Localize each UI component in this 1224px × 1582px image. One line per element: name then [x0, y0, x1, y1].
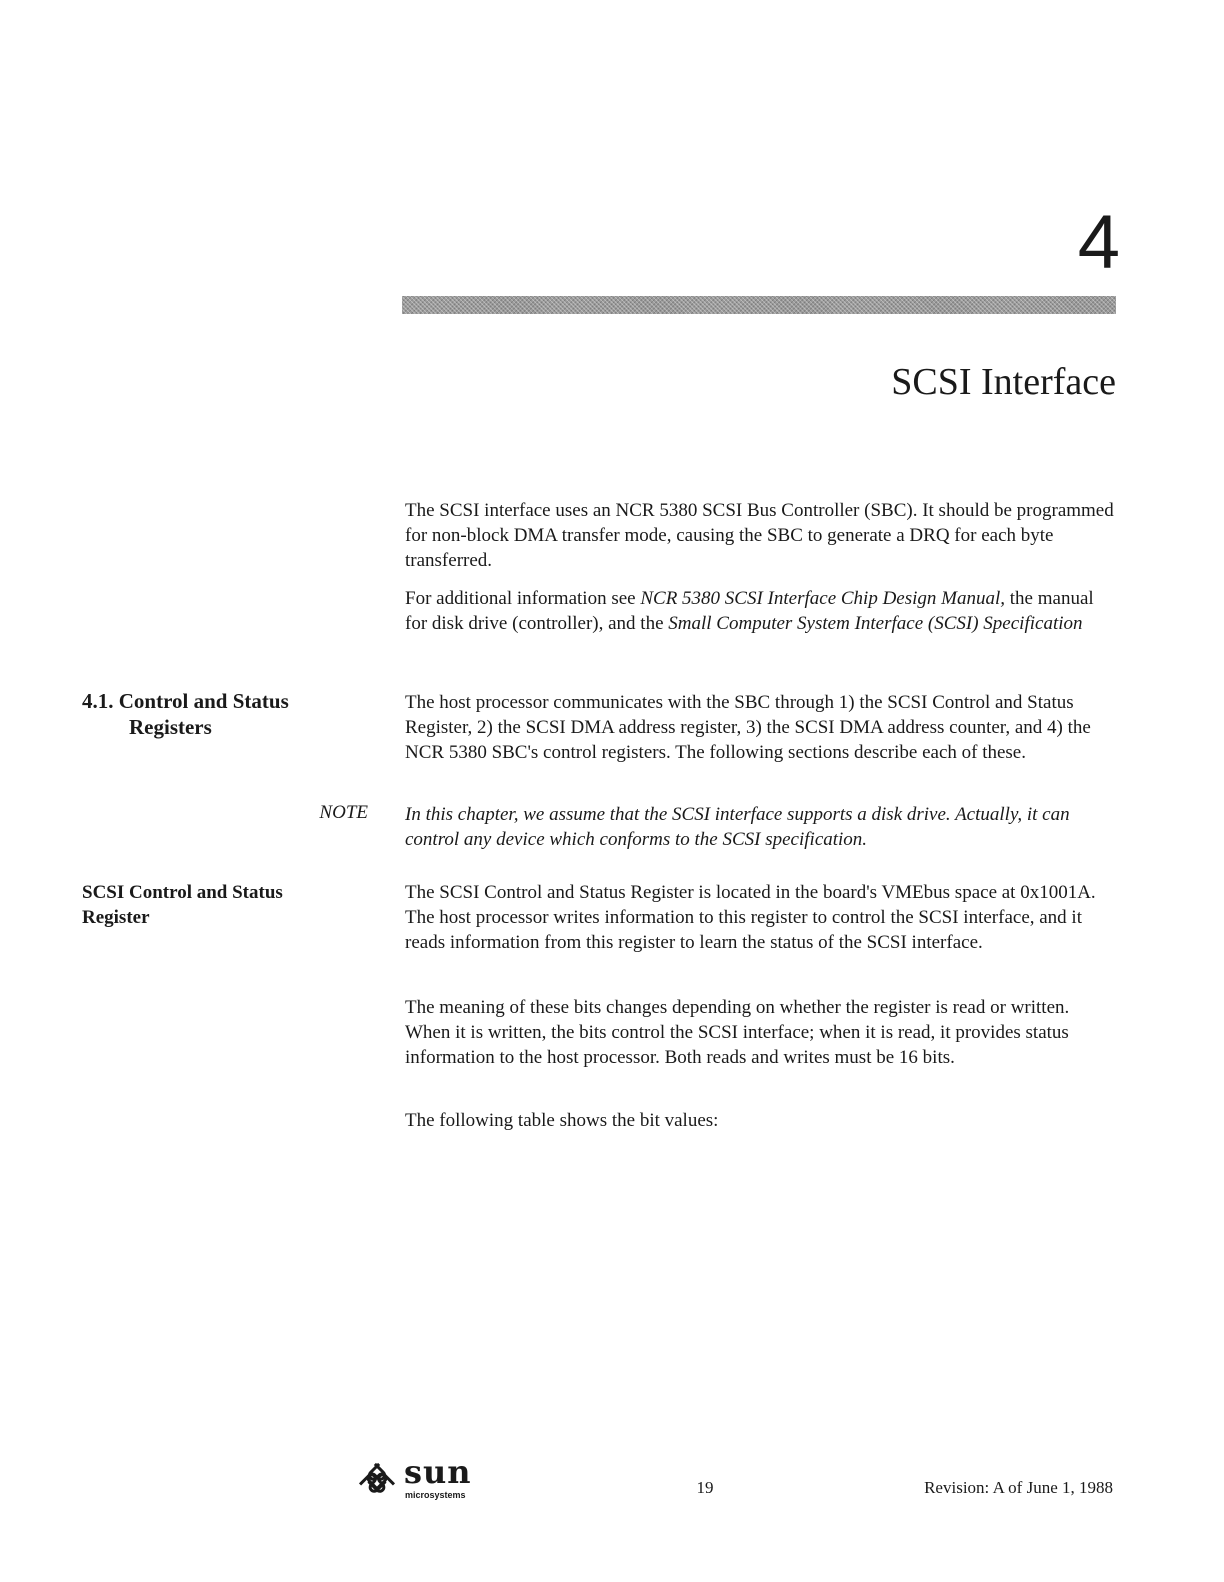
revision-info: Revision: A of June 1, 1988	[924, 1478, 1113, 1497]
csr-heading	[82, 880, 362, 930]
csr-text-1: The SCSI Control and Status Register is located in the board's VMEbus space at 0x1001A. The host processor writes information to this register to control the SCSI interface, and it reads information from this register to learn the status of the SCSI interface.	[405, 882, 1096, 953]
intro-ref-mid: the manual for disk drive (controller), and the	[405, 588, 1094, 634]
section-4-1-heading	[82, 688, 362, 740]
section-4-1-heading-line1: 4.1. Control and Status	[82, 689, 289, 713]
csr-paragraph-1	[405, 880, 1117, 955]
chapter-divider-bar	[402, 296, 1116, 314]
intro-ref-lead: For additional information see	[405, 588, 641, 609]
section-4-1-heading-line2: Registers	[129, 715, 212, 739]
page-number: 19	[696, 1478, 714, 1497]
intro-paragraph-2	[405, 586, 1117, 636]
logo-subtext: microsystems	[405, 1490, 466, 1500]
intro-ref-scsi-spec: Small Computer System Interface (SCSI) Specification	[668, 613, 1083, 634]
csr-heading-line2: Register	[82, 907, 150, 928]
csr-heading-line1: SCSI Control and Status	[82, 882, 283, 903]
note-text: In this chapter, we assume that the SCSI interface supports a disk drive. Actually, it can control any device which conforms to the SCSI specification.	[405, 804, 1070, 850]
logo-wordmark: sun	[404, 1453, 472, 1491]
note-label: NOTE	[319, 802, 368, 823]
csr-paragraph-2	[405, 995, 1117, 1070]
chapter-title: SCSI Interface	[891, 361, 1116, 403]
csr-text-2: The meaning of these bits changes depending on whether the register is read or written. When it is written, the bits control the SCSI interface; when it is read, it provides status information to the host processor. Both reads and writes must be 16 bits.	[405, 997, 1070, 1068]
intro-text-1: The SCSI interface uses an NCR 5380 SCSI Bus Controller (SBC). It should be programmed for non-block DMA transfer mode, causing the SBC to generate a DRQ for each byte transferred.	[405, 500, 1114, 571]
csr-text-3: The following table shows the bit values:	[405, 1110, 719, 1131]
sun-logo-icon	[352, 1458, 402, 1508]
intro-paragraph-1	[405, 498, 1117, 573]
chapter-number: 4	[1077, 200, 1120, 285]
intro-ref-ncr-manual: NCR 5380 SCSI Interface Chip Design Manual,	[640, 588, 1006, 609]
section-4-1-body	[405, 690, 1117, 765]
csr-paragraph-3	[405, 1108, 1117, 1133]
sun-microsystems-logo	[352, 1453, 482, 1508]
section-4-1-text: The host processor communicates with the SBC through 1) the SCSI Control and Status Register, 2) the SCSI DMA address register, 3) the SCSI DMA address counter, and 4) the NCR 5380 SBC's control registers. The following sections describe each of these.	[405, 692, 1091, 763]
